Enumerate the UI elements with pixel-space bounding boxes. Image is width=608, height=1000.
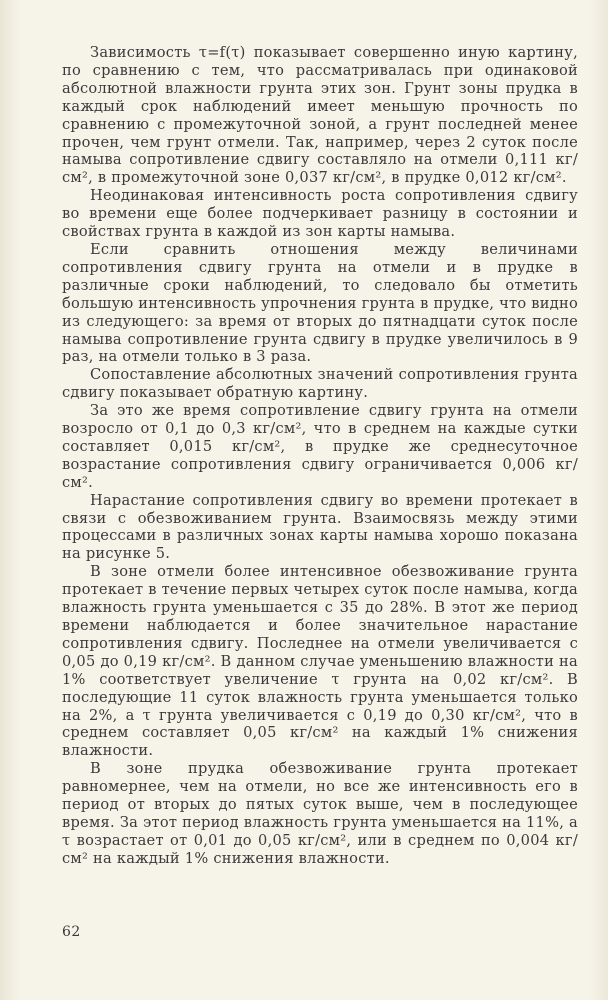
paragraph-8: В зоне прудка обезвоживание грунта протекает равномернее, чем на отмели, но все же интенсивность его в период от вторых до пятых суток выше, чем в последующее время. За этот период влажность грунта уменьшается на 11%, а τ возрастает от 0,01 до 0,05 кг/см², или в среднем по 0,004 кг/см² на каждый 1% снижения влажности. (62, 760, 578, 867)
paragraph-4: Сопоставление абсолютных значений сопротивления грунта сдвигу показывает обратную картину. (62, 366, 578, 402)
paragraph-2: Неодинаковая интенсивность роста сопротивления сдвигу во времени еще более подчеркивает разницу в состоянии и свойствах грунта в каждой из зон карты намыва. (62, 187, 578, 241)
paragraph-7: В зоне отмели более интенсивное обезвоживание грунта протекает в течение первых четырех суток после намыва, когда влажность грунта уменьшается с 35 до 28%. В этот же период времени наблюдается и более значительное нарастание сопротивления сдвигу. Последнее на отмели увеличивается с 0,05 до 0,19 кг/см². В данном случае уменьшению влажности на 1% соответствует увеличение τ грунта на 0,02 кг/см². В последующие 11 суток влажность грунта уменьшается только на 2%, а τ грунта увеличивается с 0,19 до 0,30 кг/см², что в среднем составляет 0,05 кг/см² на каждый 1% снижения влажности. (62, 563, 578, 760)
paragraph-5: За это же время сопротивление сдвигу грунта на отмели возросло от 0,1 до 0,3 кг/см², что в среднем на каждые сутки составляет 0,015 кг/см², в прудке же среднесуточное возрастание сопротивления сдвигу ограничивается 0,006 кг/см². (62, 402, 578, 491)
paragraph-1: Зависимость τ=f(τ) показывает совершенно иную картину, по сравнению с тем, что рассматривалась при одинаковой абсолютной влажности грунта этих зон. Грунт зоны прудка в каждый срок наблюдений имеет меньшую прочность по сравнению с промежуточной зоной, а грунт последней менее прочен, чем грунт отмели. Так, например, через 2 суток после намыва сопротивление сдвигу составляло на отмели 0,111 кг/см², в промежуточной зоне 0,037 кг/см², в прудке 0,012 кг/см². (62, 44, 578, 187)
page-number: 62 (62, 924, 81, 940)
paragraph-3: Если сравнить отношения между величинами сопротивления сдвигу грунта на отмели и в прудке в различные сроки наблюдений, то следовало бы отметить большую интенсивность упрочнения грунта в прудке, что видно из следующего: за время от вторых до пятнадцати суток после намыва сопротивление грунта сдвигу в прудке увеличилось в 9 раз, на отмели только в 3 раза. (62, 240, 578, 366)
body-text (62, 44, 578, 868)
paragraph-6: Нарастание сопротивления сдвигу во времени протекает в связи с обезвоживанием грунта. Взаимосвязь между этими процессами в различных зонах карты намыва хорошо показана на рисунке 5. (62, 491, 578, 563)
